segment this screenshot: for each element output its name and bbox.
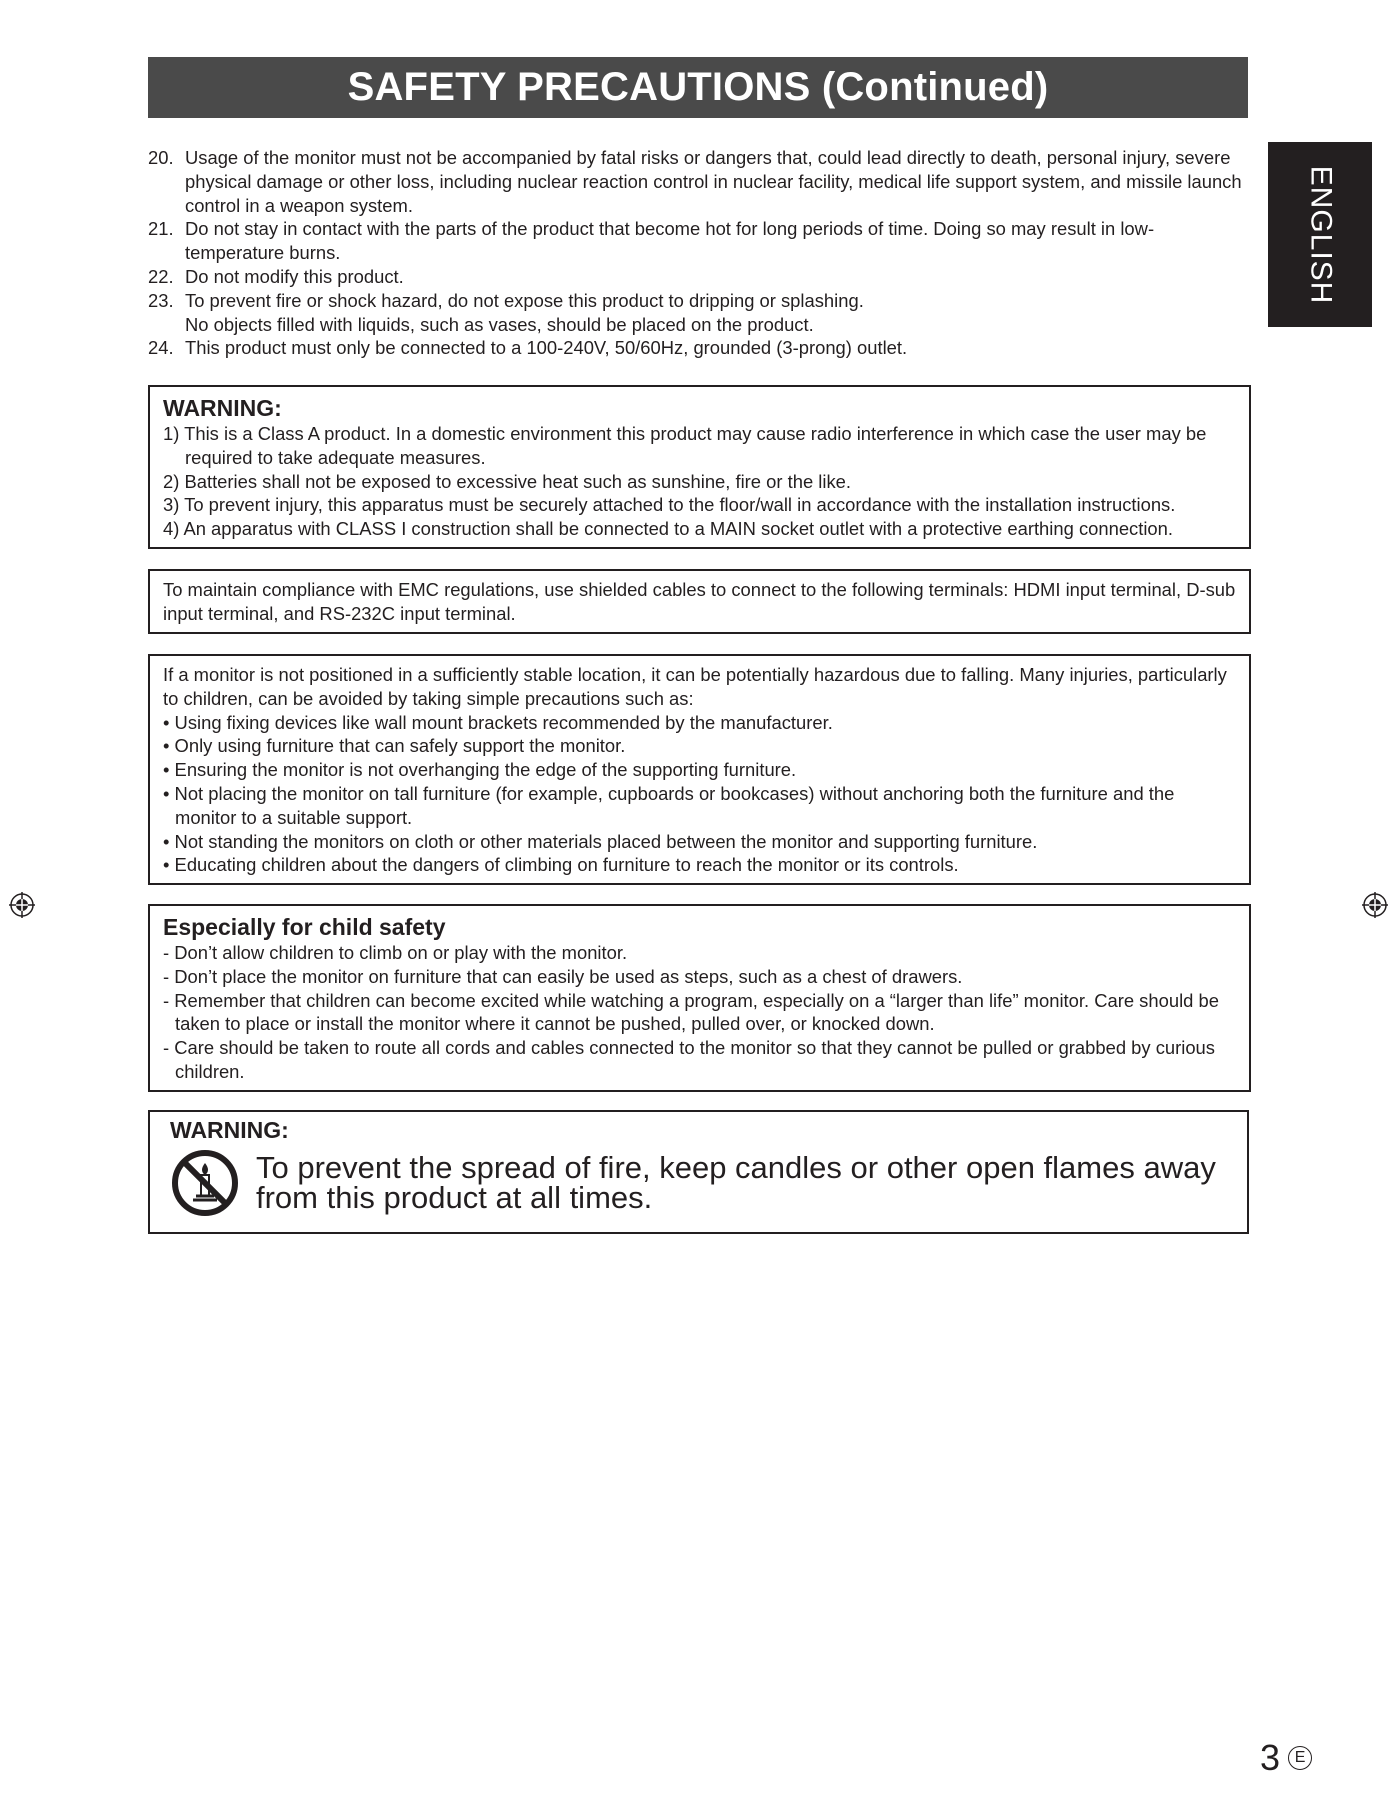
warning-heading: WARNING: bbox=[163, 395, 282, 421]
numbered-precautions-list bbox=[148, 146, 1248, 360]
list-item bbox=[148, 336, 1248, 360]
item-text: Do not stay in contact with the parts of the product that become hot for long periods of time. Doing so may result in low-temperature burns. bbox=[185, 218, 1155, 264]
language-mark: E bbox=[1288, 1746, 1312, 1770]
item-text: Do not modify this product. bbox=[185, 265, 404, 287]
warning-item: 2) Batteries shall not be exposed to excessive heat such as sunshine, fire or the like. bbox=[163, 470, 851, 492]
list-item bbox=[148, 289, 1248, 337]
stability-notice-box bbox=[148, 654, 1251, 885]
warning-box bbox=[148, 385, 1251, 549]
stability-bullet: • Not placing the monitor on tall furniture (for example, cupboards or bookcases) without anchoring both the furniture and the monitor to a suitable support. bbox=[163, 782, 1175, 828]
warning-item: 3) To prevent injury, this apparatus must be securely attached to the floor/wall in accordance with the installation instructions. bbox=[163, 494, 1176, 516]
stability-bullet: • Educating children about the dangers of climbing on furniture to reach the monitor or its controls. bbox=[163, 854, 959, 876]
stability-bullet: • Ensuring the monitor is not overhanging the edge of the supporting furniture. bbox=[163, 759, 797, 781]
child-safety-item: - Don’t allow children to climb on or play with the monitor. bbox=[163, 942, 628, 963]
fire-warning-text: To prevent the spread of fire, keep candles or other open flames away from this product at all times. bbox=[256, 1150, 1216, 1215]
language-tab-label: ENGLISH bbox=[1304, 165, 1337, 304]
stability-bullet: • Not standing the monitors on cloth or other materials placed between the monitor and supporting furniture. bbox=[163, 830, 1038, 852]
page-number bbox=[1260, 1738, 1312, 1778]
page-title: SAFETY PRECAUTIONS (Continued) bbox=[148, 57, 1248, 118]
child-safety-item: - Don’t place the monitor on furniture that can easily be used as steps, such as a chest of drawers. bbox=[163, 965, 963, 987]
child-safety-heading: Especially for child safety bbox=[163, 914, 446, 940]
emc-notice-text: To maintain compliance with EMC regulations, use shielded cables to connect to the following terminals: HDMI input terminal, D-sub input terminal, and RS-232C input terminal. bbox=[163, 579, 1236, 624]
item-number: 22. bbox=[148, 265, 174, 287]
list-item bbox=[148, 146, 1248, 217]
emc-notice-box bbox=[148, 569, 1251, 634]
child-safety-item: - Remember that children can become excited while watching a program, especially on a “larger than life” monitor. Care should be taken to place or install the monitor where it cannot be pushed, pulled over, or knocked down. bbox=[163, 989, 1219, 1035]
item-text: Usage of the monitor must not be accompanied by fatal risks or dangers that, could lead directly to death, personal injury, severe physical damage or other loss, including nuclear reaction control in nuclear facility, medical life support system, and missile launch control in a weapon system. bbox=[185, 147, 1242, 216]
item-text: This product must only be connected to a 100-240V, 50/60Hz, grounded (3-prong) outlet. bbox=[185, 337, 908, 359]
warning-item: 1) This is a Class A product. In a domestic environment this product may cause radio interference in which case the user may be required to take adequate measures. bbox=[163, 423, 1207, 468]
page-number-value: 3 bbox=[1260, 1737, 1281, 1778]
item-text: To prevent fire or shock hazard, do not expose this product to dripping or splashing. bbox=[185, 289, 864, 311]
child-safety-box bbox=[148, 904, 1251, 1092]
item-number: 21. bbox=[148, 218, 174, 240]
item-number: 23. bbox=[148, 289, 174, 311]
fire-warning-box bbox=[148, 1110, 1249, 1234]
item-text-continued: No objects filled with liquids, such as vases, should be placed on the product. bbox=[185, 313, 814, 335]
warning-item: 4) An apparatus with CLASS I construction shall be connected to a MAIN socket outlet with a protective earthing connection. bbox=[163, 518, 1174, 540]
language-tab bbox=[1268, 142, 1372, 327]
list-item bbox=[148, 217, 1248, 265]
item-number: 24. bbox=[148, 337, 174, 359]
stability-intro: If a monitor is not positioned in a sufficiently stable location, it can be potentially hazardous due to falling. Many injuries, particularly to children, can be avoided by taking simple precautions such as: bbox=[163, 664, 1227, 709]
no-open-flame-icon bbox=[170, 1148, 240, 1218]
registration-mark-icon bbox=[9, 892, 35, 918]
item-number: 20. bbox=[148, 147, 174, 168]
list-item bbox=[148, 265, 1248, 289]
stability-bullet: • Using fixing devices like wall mount brackets recommended by the manufacturer. bbox=[163, 711, 833, 733]
fire-warning-heading: WARNING: bbox=[170, 1117, 289, 1143]
child-safety-item: - Care should be taken to route all cords and cables connected to the monitor so that they cannot be pulled or grabbed by curious children. bbox=[163, 1037, 1215, 1082]
stability-bullet: • Only using furniture that can safely support the monitor. bbox=[163, 735, 626, 757]
registration-mark-icon bbox=[1362, 892, 1388, 918]
